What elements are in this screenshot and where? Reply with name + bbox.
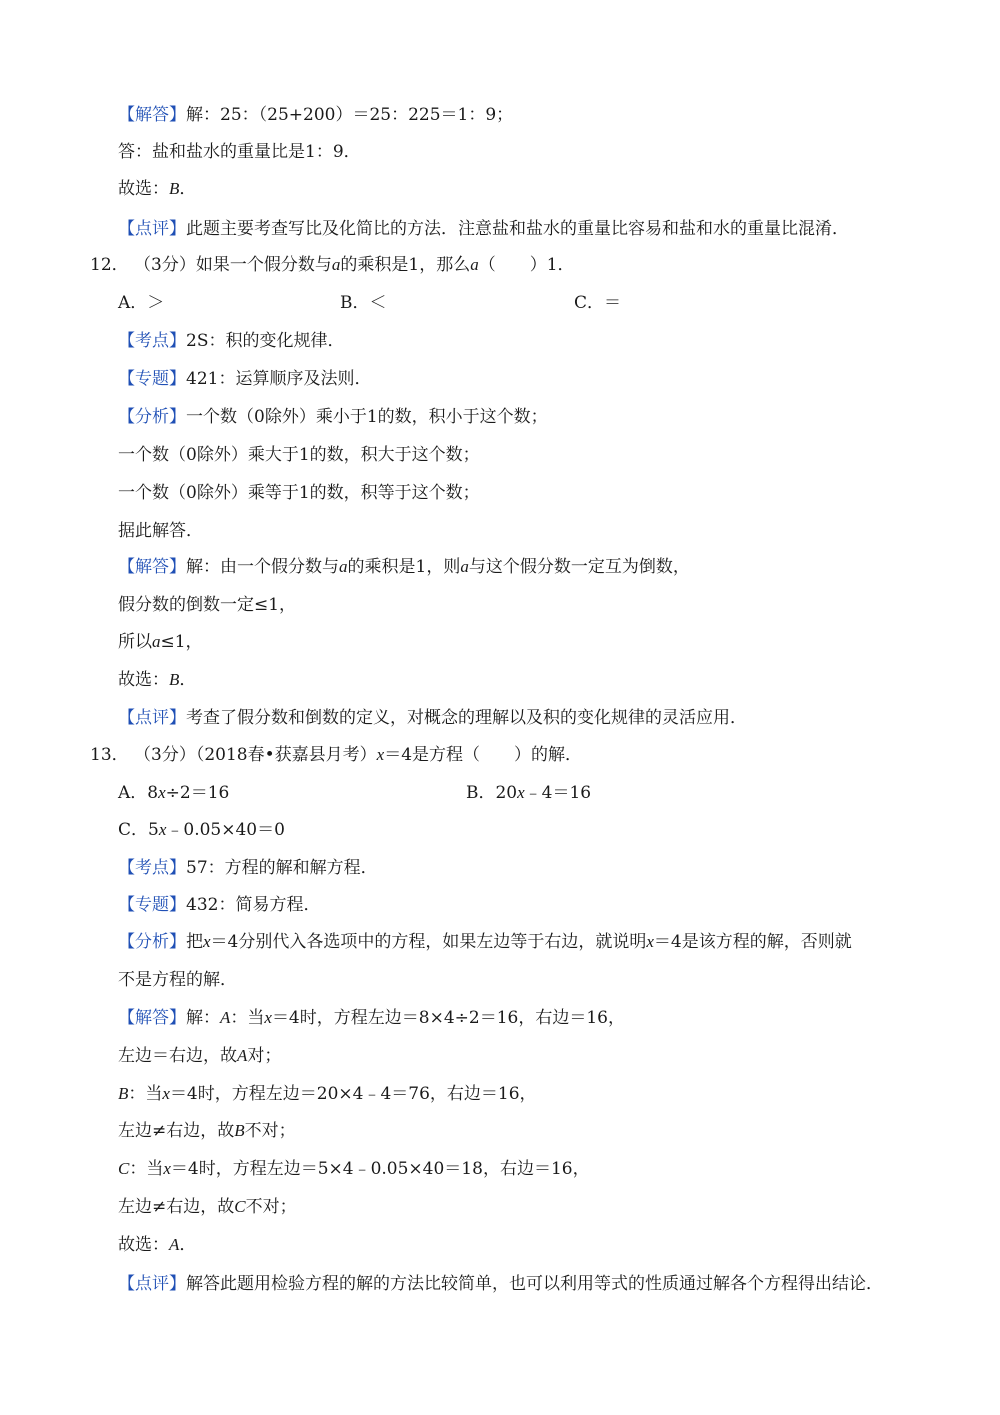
text: ＝4时，方程左边＝5×4﹣0.05×40＝18，右边＝16， bbox=[170, 1159, 590, 1179]
text: ． bbox=[179, 1235, 197, 1255]
text: A．8 bbox=[118, 783, 159, 803]
q13-stem bbox=[90, 743, 582, 767]
text: ：当 bbox=[230, 1008, 265, 1028]
q13-comment bbox=[118, 1272, 883, 1296]
var: B bbox=[234, 1121, 245, 1140]
q12-point bbox=[118, 329, 344, 353]
text: 据此解答． bbox=[118, 521, 203, 541]
text: （ ）1． bbox=[478, 255, 575, 275]
text: ÷2＝16 bbox=[165, 783, 230, 803]
text: 所以 bbox=[118, 632, 152, 652]
var: x bbox=[158, 783, 166, 802]
q12-option-a: A．＞ bbox=[118, 293, 165, 313]
q13-option-c bbox=[118, 818, 285, 842]
var: A bbox=[237, 1046, 248, 1065]
q12-comment bbox=[118, 706, 747, 730]
text: ≤1， bbox=[160, 632, 203, 652]
q13-answer-line-3 bbox=[118, 1082, 537, 1106]
var: x bbox=[376, 745, 385, 764]
text: 故选： bbox=[118, 670, 169, 690]
answer-tag: 【解答】 bbox=[118, 557, 186, 577]
q12-stem bbox=[90, 253, 575, 277]
text: 故选： bbox=[118, 179, 169, 199]
answer-tag: 【解答】 bbox=[118, 105, 186, 125]
topic-tag: 【专题】 bbox=[118, 895, 186, 915]
comment-tag: 【点评】 bbox=[118, 708, 186, 728]
q12-analysis-line-4 bbox=[118, 519, 203, 543]
q11-answer-line-1 bbox=[118, 103, 513, 127]
text: 一个数（0除外）乘等于1的数，积等于这个数； bbox=[118, 483, 480, 503]
text: 一个数（0除外）乘大于1的数，积大于这个数； bbox=[118, 445, 480, 465]
q13-answer-line-5 bbox=[118, 1157, 590, 1181]
text: 不对； bbox=[244, 1121, 296, 1141]
text: 左边≠右边，故 bbox=[118, 1121, 235, 1141]
var: x bbox=[264, 1008, 272, 1027]
text: 解： bbox=[186, 1008, 220, 1028]
text: 不对； bbox=[245, 1197, 297, 1217]
text: 此题主要考查写比及化简比的方法．注意盐和盐水的重量比容易和盐和水的重量比混淆． bbox=[186, 219, 849, 239]
text: 左边＝右边，故 bbox=[118, 1046, 237, 1066]
text: ：当 bbox=[128, 1084, 163, 1104]
q12-answer-line-4 bbox=[118, 668, 196, 692]
text: 解：25：（25+200）＝25：225＝1：9； bbox=[186, 105, 514, 125]
text: 故选： bbox=[118, 1235, 169, 1255]
q11-answer-line-3 bbox=[118, 177, 196, 201]
text: 57：方程的解和解方程． bbox=[186, 858, 378, 878]
text: 把 bbox=[186, 932, 203, 952]
var: a bbox=[152, 632, 161, 651]
q13-answer-line-7 bbox=[118, 1233, 196, 1257]
q12-analysis-line-3 bbox=[118, 481, 480, 505]
q11-answer-line-2 bbox=[118, 140, 361, 164]
text: ：当 bbox=[129, 1159, 164, 1179]
topic-tag: 【专题】 bbox=[118, 369, 186, 389]
text: ﹣0.05×40＝0 bbox=[166, 820, 285, 840]
text: 解：由一个假分数与 bbox=[186, 557, 339, 577]
var: a bbox=[339, 557, 348, 576]
q12-analysis-line-2 bbox=[118, 443, 480, 467]
q11-comment bbox=[118, 217, 849, 241]
var: x bbox=[163, 1159, 171, 1178]
q12-topic bbox=[118, 367, 371, 391]
var: a bbox=[470, 255, 479, 274]
text: （3分）如果一个假分数与 bbox=[134, 255, 332, 275]
text: ＝4是该方程的解，否则就 bbox=[653, 932, 852, 952]
var: C bbox=[234, 1197, 246, 1216]
text: 答：盐和盐水的重量比是1：9． bbox=[118, 142, 361, 162]
q13-analysis-line-2 bbox=[118, 968, 237, 992]
var: B bbox=[169, 179, 180, 198]
q13-analysis-line-1 bbox=[118, 930, 852, 954]
text: 假分数的倒数一定≤1， bbox=[118, 595, 297, 615]
question-number: 12． bbox=[90, 255, 129, 275]
var: a bbox=[460, 557, 469, 576]
var: A bbox=[169, 1235, 180, 1254]
var: x bbox=[162, 1084, 170, 1103]
point-tag: 【考点】 bbox=[118, 331, 186, 351]
var: C bbox=[118, 1159, 130, 1178]
text: ． bbox=[179, 179, 197, 199]
text: 421：运算顺序及法则． bbox=[186, 369, 372, 389]
q12-option-c: C．＝ bbox=[574, 293, 622, 313]
q13-answer-line-2 bbox=[118, 1044, 281, 1068]
var: A bbox=[220, 1008, 231, 1027]
text: 不是方程的解． bbox=[118, 970, 237, 990]
text: ＝4时，方程左边＝8×4÷2＝16，右边＝16， bbox=[271, 1008, 625, 1028]
text: 2S：积的变化规律． bbox=[186, 331, 345, 351]
text: 的乘积是1，那么 bbox=[340, 255, 471, 275]
analysis-tag: 【分析】 bbox=[118, 407, 186, 427]
var: x bbox=[158, 820, 167, 839]
q12-analysis-line-1 bbox=[118, 405, 548, 429]
text: 考查了假分数和倒数的定义，对概念的理解以及积的变化规律的灵活应用． bbox=[186, 708, 747, 728]
text: 对； bbox=[247, 1046, 282, 1066]
q13-option-a bbox=[118, 781, 229, 805]
q13-answer-line-1 bbox=[118, 1006, 625, 1030]
analysis-tag: 【分析】 bbox=[118, 932, 186, 952]
q13-answer-line-4 bbox=[118, 1119, 296, 1143]
q13-point bbox=[118, 856, 378, 880]
q12-option-b: B．＜ bbox=[340, 293, 387, 313]
q13-answer-line-6 bbox=[118, 1195, 297, 1219]
text: ＝4时，方程左边＝20×4﹣4＝76，右边＝16， bbox=[169, 1084, 537, 1104]
text: 与这个假分数一定互为倒数， bbox=[468, 557, 690, 577]
text: C．5 bbox=[118, 820, 159, 840]
text: （3分）（2018春•获嘉县月考） bbox=[134, 745, 377, 765]
q12-answer-line-1 bbox=[118, 555, 690, 579]
text: 左边≠右边，故 bbox=[118, 1197, 235, 1217]
q13-option-b bbox=[466, 781, 591, 805]
var: x bbox=[517, 783, 525, 802]
text: ﹣4＝16 bbox=[524, 783, 592, 803]
point-tag: 【考点】 bbox=[118, 858, 186, 878]
answer-tag: 【解答】 bbox=[118, 1008, 186, 1028]
var: a bbox=[331, 255, 341, 274]
var: B bbox=[169, 670, 180, 689]
comment-tag: 【点评】 bbox=[118, 1274, 186, 1294]
var: x bbox=[646, 932, 654, 951]
var: B bbox=[118, 1084, 129, 1103]
text: ＝4分别代入各选项中的方程，如果左边等于右边，就说明 bbox=[210, 932, 647, 952]
text: 432：简易方程． bbox=[186, 895, 321, 915]
text: 解答此题用检验方程的解的方法比较简单，也可以利用等式的性质通过解各个方程得出结论． bbox=[186, 1274, 883, 1294]
q13-topic bbox=[118, 893, 320, 917]
comment-tag: 【点评】 bbox=[118, 219, 186, 239]
question-number: 13． bbox=[90, 745, 129, 765]
var: x bbox=[203, 932, 211, 951]
q12-answer-line-2 bbox=[118, 593, 296, 617]
text: ＝4是方程（ ）的解． bbox=[384, 745, 583, 765]
q12-answer-line-3 bbox=[118, 630, 203, 654]
text: 一个数（0除外）乘小于1的数，积小于这个数； bbox=[186, 407, 548, 427]
text: ． bbox=[179, 670, 197, 690]
text: B．20 bbox=[466, 783, 518, 803]
text: 的乘积是1，则 bbox=[347, 557, 461, 577]
